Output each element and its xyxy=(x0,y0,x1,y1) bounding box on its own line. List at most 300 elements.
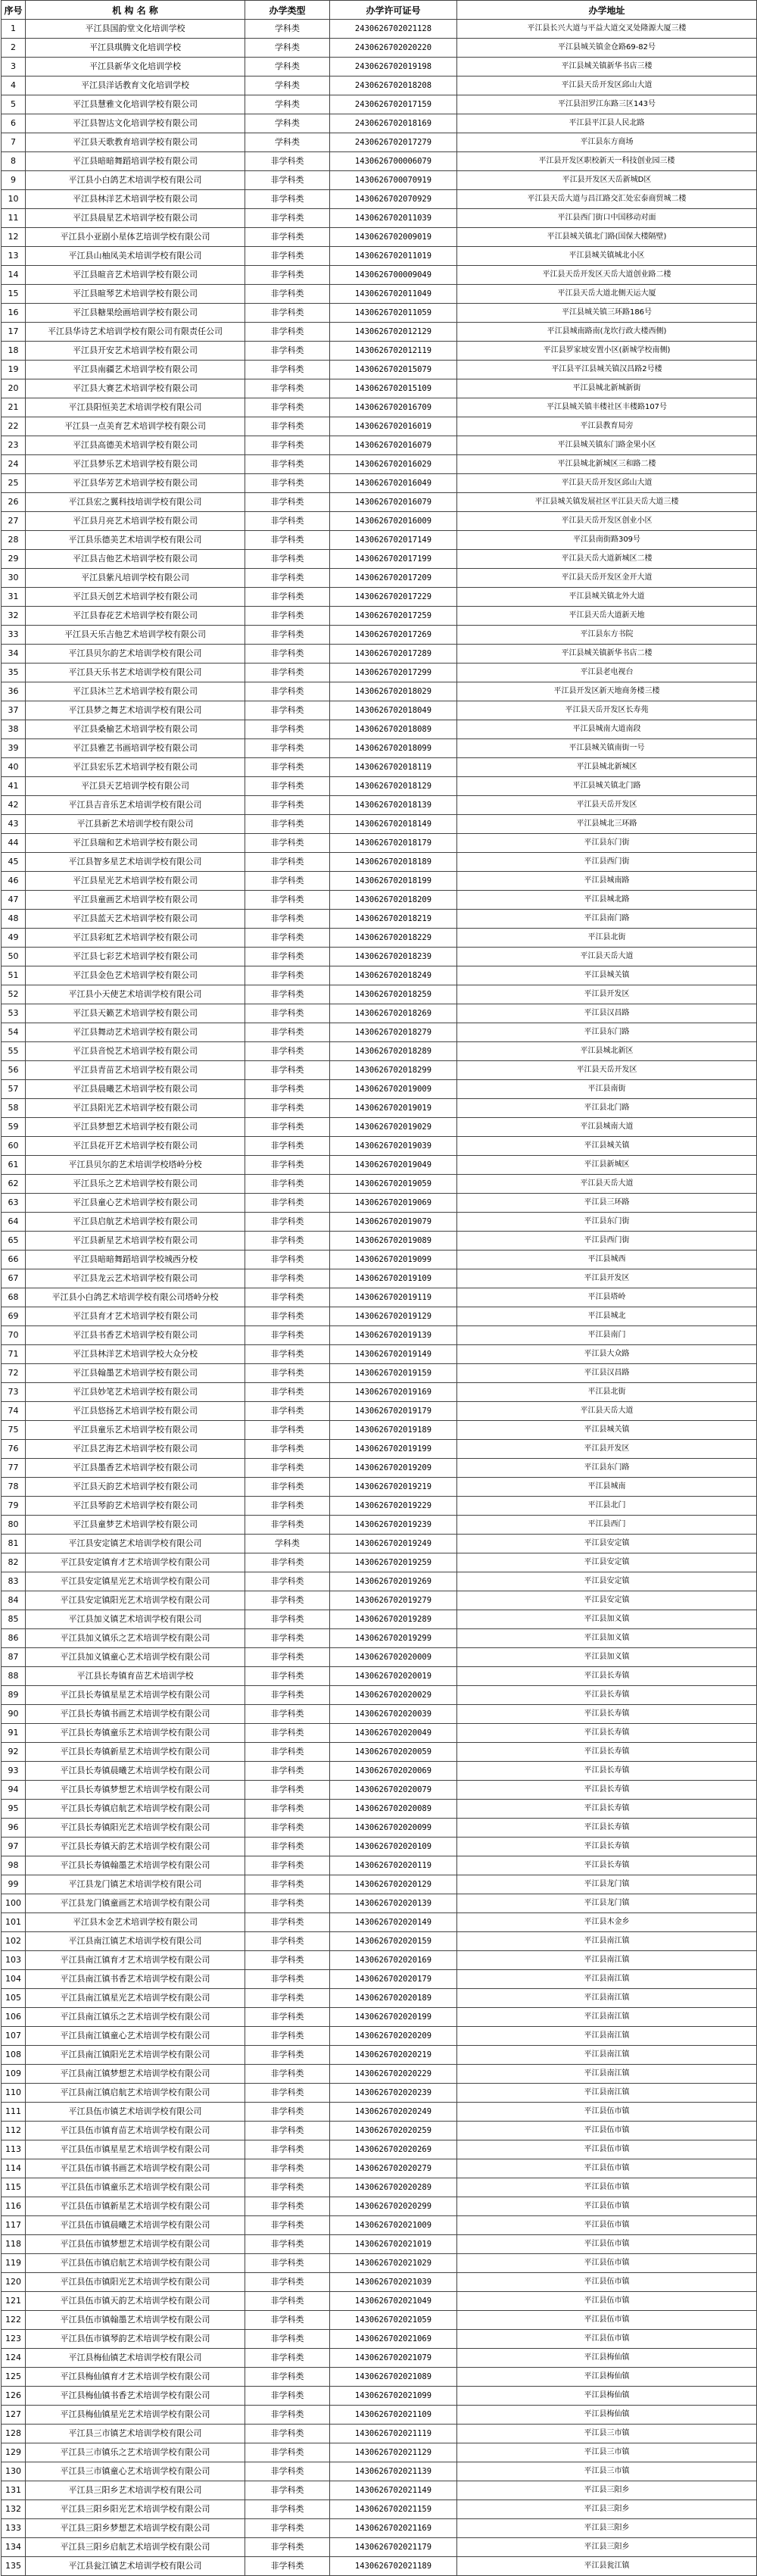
cell-license: 1430626702018289 xyxy=(330,1042,457,1061)
cell-type: 非学科类 xyxy=(245,1894,330,1913)
cell-type: 非学科类 xyxy=(245,436,330,455)
cell-seq: 38 xyxy=(2,720,26,739)
cell-license: 1430626702020229 xyxy=(330,2065,457,2084)
cell-address: 平江县开发区职校新天一科技创业园三楼 xyxy=(457,152,757,171)
cell-address: 平江县天岳开发区金开大道 xyxy=(457,569,757,588)
table-row xyxy=(2,1307,757,1326)
cell-address: 平江县长寿镇 xyxy=(457,1724,757,1743)
cell-seq: 116 xyxy=(2,2197,26,2216)
cell-address: 平江县梅仙镇 xyxy=(457,2387,757,2406)
cell-seq: 21 xyxy=(2,398,26,417)
table-row xyxy=(2,645,757,664)
cell-name: 平江县南江镇乐之艺术培训学校有限公司 xyxy=(26,2008,245,2027)
cell-address: 平江县城关镇北门路 xyxy=(457,777,757,796)
cell-seq: 128 xyxy=(2,2425,26,2443)
cell-name: 平江县伍市镇天韵艺术培训学校有限公司 xyxy=(26,2292,245,2311)
cell-address: 平江县城北新区 xyxy=(457,1042,757,1061)
cell-seq: 101 xyxy=(2,1913,26,1932)
cell-license: 1430626702016049 xyxy=(330,474,457,493)
cell-license: 1430626702020149 xyxy=(330,1913,457,1932)
cell-name: 平江县七彩艺术培训学校有限公司 xyxy=(26,948,245,966)
cell-type: 非学科类 xyxy=(245,1856,330,1875)
cell-license: 1430626702018299 xyxy=(330,1061,457,1080)
cell-seq: 121 xyxy=(2,2292,26,2311)
cell-type: 非学科类 xyxy=(245,2008,330,2027)
cell-license: 1430626702019009 xyxy=(330,1080,457,1099)
cell-type: 非学科类 xyxy=(245,1875,330,1894)
cell-type: 非学科类 xyxy=(245,2443,330,2462)
cell-name: 平江县梦之舞艺术培训学校有限公司 xyxy=(26,701,245,720)
table-row xyxy=(2,1875,757,1894)
cell-address: 平江县开发区 xyxy=(457,1440,757,1459)
table-row xyxy=(2,626,757,645)
cell-seq: 124 xyxy=(2,2349,26,2368)
cell-seq: 41 xyxy=(2,777,26,796)
cell-license: 1430626702021049 xyxy=(330,2292,457,2311)
cell-type: 非学科类 xyxy=(245,2330,330,2349)
cell-address: 平江县城北新城区 xyxy=(457,758,757,777)
cell-name: 平江县洋话教育文化培训学校 xyxy=(26,76,245,95)
cell-type: 非学科类 xyxy=(245,1932,330,1951)
cell-seq: 48 xyxy=(2,910,26,929)
cell-name: 平江县新艺术培训学校有限公司 xyxy=(26,815,245,834)
cell-name: 平江县天创艺术培训学校有限公司 xyxy=(26,588,245,607)
cell-name: 平江县暗暗舞蹈培训学校有限公司 xyxy=(26,152,245,171)
cell-type: 非学科类 xyxy=(245,379,330,398)
cell-seq: 43 xyxy=(2,815,26,834)
cell-seq: 36 xyxy=(2,682,26,701)
cell-address: 平江县长寿镇 xyxy=(457,1819,757,1838)
cell-address: 平江县长寿镇 xyxy=(457,1762,757,1781)
cell-name: 平江县宏之翼科技培训学校有限公司 xyxy=(26,493,245,512)
cell-type: 非学科类 xyxy=(245,455,330,474)
table-row xyxy=(2,2008,757,2027)
table-row xyxy=(2,361,757,379)
cell-name: 平江县华诗艺术培训学校有限公司有限责任公司 xyxy=(26,323,245,342)
cell-license: 2430626702017159 xyxy=(330,95,457,114)
cell-license: 1430626702017259 xyxy=(330,607,457,626)
cell-address: 平江县天岳大道新天地 xyxy=(457,607,757,626)
cell-type: 非学科类 xyxy=(245,1970,330,1989)
cell-type: 非学科类 xyxy=(245,626,330,645)
cell-license: 1430626702020269 xyxy=(330,2140,457,2159)
cell-name: 平江县雅艺书画培训学校有限公司 xyxy=(26,739,245,758)
cell-type: 学科类 xyxy=(245,58,330,76)
cell-type: 非学科类 xyxy=(245,2311,330,2330)
cell-address: 平江县天岳大道 xyxy=(457,1175,757,1194)
cell-address: 平江县平江县城关镇汉昌路2号楼 xyxy=(457,361,757,379)
table-row xyxy=(2,1932,757,1951)
cell-license: 1430626702019039 xyxy=(330,1137,457,1156)
cell-address: 平江县伍市镇 xyxy=(457,2122,757,2140)
cell-type: 非学科类 xyxy=(245,2481,330,2500)
cell-license: 1430626702020039 xyxy=(330,1705,457,1724)
cell-seq: 52 xyxy=(2,985,26,1004)
cell-type: 学科类 xyxy=(245,133,330,152)
cell-name: 平江县一点美育艺术培训学校有限公司 xyxy=(26,417,245,436)
cell-license: 1430626702019229 xyxy=(330,1497,457,1516)
cell-name: 平江县三市镇艺术培训学校有限公司 xyxy=(26,2425,245,2443)
cell-type: 非学科类 xyxy=(245,1288,330,1307)
cell-seq: 99 xyxy=(2,1875,26,1894)
cell-seq: 104 xyxy=(2,1970,26,1989)
table-row xyxy=(2,304,757,323)
cell-type: 非学科类 xyxy=(245,985,330,1004)
cell-address: 平江县伍市镇 xyxy=(457,2330,757,2349)
cell-license: 1430626702019079 xyxy=(330,1213,457,1232)
cell-address: 平江县天岳大道与昌江路交汇处宏泰商贸城二楼 xyxy=(457,190,757,209)
table-row xyxy=(2,1288,757,1307)
cell-license: 1430626702021189 xyxy=(330,2557,457,2576)
cell-name: 平江县童梦艺术培训学校有限公司 xyxy=(26,1516,245,1535)
cell-license: 1430626702020199 xyxy=(330,2008,457,2027)
cell-seq: 15 xyxy=(2,285,26,304)
cell-name: 平江县晨星艺术培训学校有限公司 xyxy=(26,209,245,228)
cell-address: 平江县城北 xyxy=(457,1307,757,1326)
cell-license: 1430626702016009 xyxy=(330,512,457,531)
cell-address: 平江县东门路 xyxy=(457,1023,757,1042)
cell-type: 非学科类 xyxy=(245,1838,330,1856)
cell-license: 1430626702019109 xyxy=(330,1269,457,1288)
table-row xyxy=(2,2122,757,2140)
cell-address: 平江县北门路 xyxy=(457,1099,757,1118)
cell-name: 平江县月亮艺术培训学校有限公司 xyxy=(26,512,245,531)
table-row xyxy=(2,2311,757,2330)
table-row xyxy=(2,209,757,228)
cell-type: 非学科类 xyxy=(245,1553,330,1572)
cell-seq: 94 xyxy=(2,1781,26,1800)
cell-name: 平江县开安艺术培训学校有限公司 xyxy=(26,342,245,361)
cell-name: 平江县花开艺术培训学校有限公司 xyxy=(26,1137,245,1156)
table-row xyxy=(2,247,757,266)
cell-seq: 68 xyxy=(2,1288,26,1307)
cell-type: 非学科类 xyxy=(245,645,330,664)
cell-license: 1430626702018179 xyxy=(330,834,457,853)
cell-address: 平江县汉昌路 xyxy=(457,1364,757,1383)
cell-type: 非学科类 xyxy=(245,1781,330,1800)
cell-license: 1430626702020259 xyxy=(330,2122,457,2140)
cell-license: 1430626702021169 xyxy=(330,2519,457,2538)
table-row xyxy=(2,948,757,966)
cell-seq: 107 xyxy=(2,2027,26,2046)
cell-name: 平江县育才艺术培训学校有限公司 xyxy=(26,1307,245,1326)
cell-name: 平江县沐兰艺术培训学校有限公司 xyxy=(26,682,245,701)
table-row xyxy=(2,1856,757,1875)
cell-address: 平江县天岳开发区邱山大道 xyxy=(457,76,757,95)
cell-address: 平江县伍市镇 xyxy=(457,2178,757,2197)
cell-address: 平江县天岳开发区邱山大道 xyxy=(457,474,757,493)
cell-name: 平江县新星艺术培训学校有限公司 xyxy=(26,1232,245,1251)
cell-name: 平江县三阳乡梦想艺术培训学校有限公司 xyxy=(26,2519,245,2538)
table-row xyxy=(2,1080,757,1099)
cell-name: 平江县伍市镇晨曦艺术培训学校有限公司 xyxy=(26,2216,245,2235)
cell-license: 1430626702018029 xyxy=(330,682,457,701)
cell-address: 平江县三市镇 xyxy=(457,2425,757,2443)
cell-seq: 20 xyxy=(2,379,26,398)
cell-address: 平江县长寿镇 xyxy=(457,1800,757,1819)
cell-seq: 76 xyxy=(2,1440,26,1459)
cell-seq: 71 xyxy=(2,1345,26,1364)
cell-name: 平江县林洋艺术培训学校大众分校 xyxy=(26,1345,245,1364)
cell-seq: 11 xyxy=(2,209,26,228)
cell-license: 1430626702018149 xyxy=(330,815,457,834)
table-row xyxy=(2,588,757,607)
cell-seq: 130 xyxy=(2,2462,26,2481)
cell-license: 2430626702018208 xyxy=(330,76,457,95)
table-row xyxy=(2,1099,757,1118)
cell-license: 1430626702019239 xyxy=(330,1516,457,1535)
table-row xyxy=(2,834,757,853)
cell-name: 平江县艺海艺术培训学校有限公司 xyxy=(26,1440,245,1459)
cell-seq: 73 xyxy=(2,1383,26,1402)
table-row xyxy=(2,607,757,626)
cell-seq: 63 xyxy=(2,1194,26,1213)
cell-address: 平江县东方书院 xyxy=(457,626,757,645)
cell-license: 1430626702020129 xyxy=(330,1875,457,1894)
cell-name: 平江县林洋艺术培训学校有限公司 xyxy=(26,190,245,209)
cell-license: 1430626702021139 xyxy=(330,2462,457,2481)
cell-name: 平江县安定镇艺术培训学校有限公司 xyxy=(26,1535,245,1553)
cell-type: 非学科类 xyxy=(245,1004,330,1023)
cell-address: 平江县长寿镇 xyxy=(457,1667,757,1686)
table-row xyxy=(2,2387,757,2406)
cell-seq: 58 xyxy=(2,1099,26,1118)
table-row xyxy=(2,1838,757,1856)
cell-name: 平江县贝尔韵艺术培训学校塔岭分校 xyxy=(26,1156,245,1175)
cell-name: 平江县妙笔艺术培训学校有限公司 xyxy=(26,1383,245,1402)
cell-type: 非学科类 xyxy=(245,1989,330,2008)
cell-name: 平江县蓝天艺术培训学校有限公司 xyxy=(26,910,245,929)
cell-name: 平江县暗暗舞蹈培训学校城西分校 xyxy=(26,1251,245,1269)
cell-address: 平江县龙门镇 xyxy=(457,1894,757,1913)
cell-name: 平江县小天使艺术培训学校有限公司 xyxy=(26,985,245,1004)
cell-address: 平江县南门路 xyxy=(457,910,757,929)
cell-license: 1430626702017289 xyxy=(330,645,457,664)
table-row xyxy=(2,1383,757,1402)
table-row xyxy=(2,1497,757,1516)
cell-license: 1430626702017229 xyxy=(330,588,457,607)
cell-name: 平江县安定镇阳光艺术培训学校有限公司 xyxy=(26,1591,245,1610)
cell-license: 1430626702020219 xyxy=(330,2046,457,2065)
cell-license: 1430626702020079 xyxy=(330,1781,457,1800)
cell-type: 非学科类 xyxy=(245,872,330,891)
cell-address: 平江县南江镇 xyxy=(457,1989,757,2008)
cell-type: 非学科类 xyxy=(245,682,330,701)
cell-name: 平江县龙云艺术培训学校有限公司 xyxy=(26,1269,245,1288)
cell-address: 平江县长兴大道与平益大道交叉处隆源大厦三楼 xyxy=(457,20,757,39)
cell-seq: 120 xyxy=(2,2273,26,2292)
table-row xyxy=(2,95,757,114)
cell-name: 平江县暄琴艺术培训学校有限公司 xyxy=(26,285,245,304)
cell-address: 平江县长寿镇 xyxy=(457,1781,757,1800)
cell-type: 非学科类 xyxy=(245,2140,330,2159)
cell-address: 平江县城关镇城北小区 xyxy=(457,247,757,266)
cell-type: 非学科类 xyxy=(245,853,330,872)
table-row xyxy=(2,1535,757,1553)
table-row xyxy=(2,682,757,701)
cell-seq: 86 xyxy=(2,1629,26,1648)
cell-seq: 27 xyxy=(2,512,26,531)
cell-license: 1430626702019219 xyxy=(330,1478,457,1497)
cell-address: 平江县城南路 xyxy=(457,872,757,891)
cell-license: 1430626702018099 xyxy=(330,739,457,758)
cell-address: 平江县城北新城区三和路二楼 xyxy=(457,455,757,474)
cell-address: 平江县城北路 xyxy=(457,891,757,910)
cell-name: 平江县小亚剧小星体艺培训学校有限公司 xyxy=(26,228,245,247)
cell-type: 非学科类 xyxy=(245,2235,330,2254)
cell-seq: 115 xyxy=(2,2178,26,2197)
cell-address: 平江县南江镇 xyxy=(457,1951,757,1970)
cell-address: 平江县天岳大道 xyxy=(457,948,757,966)
cell-type: 非学科类 xyxy=(245,152,330,171)
cell-seq: 39 xyxy=(2,739,26,758)
cell-type: 非学科类 xyxy=(245,304,330,323)
cell-license: 1430626702017199 xyxy=(330,550,457,569)
cell-type: 非学科类 xyxy=(245,1099,330,1118)
cell-name: 平江县琴韵艺术培训学校有限公司 xyxy=(26,1497,245,1516)
cell-seq: 7 xyxy=(2,133,26,152)
table-row xyxy=(2,796,757,815)
table-row xyxy=(2,1989,757,2008)
cell-name: 平江县伍市镇新星艺术培训学校有限公司 xyxy=(26,2197,245,2216)
cell-address: 平江县城关镇北门路(国保大楼隔壁) xyxy=(457,228,757,247)
cell-seq: 59 xyxy=(2,1118,26,1137)
cell-seq: 56 xyxy=(2,1061,26,1080)
cell-address: 平江县大众路 xyxy=(457,1345,757,1364)
cell-license: 1430626702016079 xyxy=(330,493,457,512)
cell-license: 1430626702019159 xyxy=(330,1364,457,1383)
cell-address: 平江县天岳开发区 xyxy=(457,796,757,815)
cell-type: 非学科类 xyxy=(245,2216,330,2235)
cell-license: 1430626702019279 xyxy=(330,1591,457,1610)
table-row xyxy=(2,1894,757,1913)
table-row xyxy=(2,436,757,455)
cell-seq: 66 xyxy=(2,1251,26,1269)
cell-type: 学科类 xyxy=(245,20,330,39)
cell-name: 平江县长寿镇梦想艺术培训学校有限公司 xyxy=(26,1781,245,1800)
cell-type: 非学科类 xyxy=(245,2273,330,2292)
table-row xyxy=(2,1421,757,1440)
cell-type: 非学科类 xyxy=(245,1800,330,1819)
cell-license: 1430626702021059 xyxy=(330,2311,457,2330)
table-row xyxy=(2,777,757,796)
table-row xyxy=(2,1364,757,1383)
cell-type: 非学科类 xyxy=(245,190,330,209)
cell-name: 平江县伍市镇艺术培训学校有限公司 xyxy=(26,2103,245,2122)
table-row xyxy=(2,1781,757,1800)
cell-name: 平江县天韵艺术培训学校有限公司 xyxy=(26,1478,245,1497)
cell-name: 平江县南江镇启航艺术培训学校有限公司 xyxy=(26,2084,245,2103)
cell-license: 1430626702020289 xyxy=(330,2178,457,2197)
table-row xyxy=(2,910,757,929)
table-row xyxy=(2,1629,757,1648)
cell-address: 平江县罗家坡安置小区(新城学校南侧) xyxy=(457,342,757,361)
cell-type: 非学科类 xyxy=(245,1307,330,1326)
table-row xyxy=(2,1251,757,1269)
cell-license: 2430626702019198 xyxy=(330,58,457,76)
cell-type: 非学科类 xyxy=(245,1724,330,1743)
cell-type: 非学科类 xyxy=(245,1762,330,1781)
cell-address: 平江县城关镇丰楼社区丰楼路107号 xyxy=(457,398,757,417)
cell-seq: 113 xyxy=(2,2140,26,2159)
cell-license: 1430626702019199 xyxy=(330,1440,457,1459)
cell-license: 1430626702020239 xyxy=(330,2084,457,2103)
table-row xyxy=(2,1913,757,1932)
table-row xyxy=(2,2159,757,2178)
cell-name: 平江县龙门镇艺术培训学校有限公司 xyxy=(26,1875,245,1894)
cell-type: 非学科类 xyxy=(245,1137,330,1156)
cell-address: 平江县新城区 xyxy=(457,1156,757,1175)
cell-type: 非学科类 xyxy=(245,1364,330,1383)
institution-table xyxy=(1,0,757,2576)
cell-name: 平江县书香艺术培训学校有限公司 xyxy=(26,1326,245,1345)
cell-name: 平江县天乐吉他艺术培训学校有限公司 xyxy=(26,626,245,645)
table-row xyxy=(2,550,757,569)
cell-address: 平江县天岳大道北侧天运大厦 xyxy=(457,285,757,304)
cell-name: 平江县启航艺术培训学校有限公司 xyxy=(26,1213,245,1232)
cell-type: 非学科类 xyxy=(245,1459,330,1478)
table-row xyxy=(2,342,757,361)
cell-type: 非学科类 xyxy=(245,266,330,285)
cell-license: 1430626702021099 xyxy=(330,2387,457,2406)
cell-address: 平江县西门街 xyxy=(457,1232,757,1251)
table-row xyxy=(2,1724,757,1743)
table-row xyxy=(2,1686,757,1705)
cell-type: 学科类 xyxy=(245,39,330,58)
cell-address: 平江县天岳大道 xyxy=(457,1402,757,1421)
cell-name: 平江县梅仙镇星光艺术培训学校有限公司 xyxy=(26,2406,245,2425)
cell-type: 非学科类 xyxy=(245,720,330,739)
cell-type: 非学科类 xyxy=(245,1175,330,1194)
cell-seq: 4 xyxy=(2,76,26,95)
cell-seq: 83 xyxy=(2,1572,26,1591)
cell-address: 平江县天岳开发区 xyxy=(457,1061,757,1080)
cell-type: 非学科类 xyxy=(245,1667,330,1686)
table-row xyxy=(2,1970,757,1989)
cell-seq: 17 xyxy=(2,323,26,342)
cell-seq: 26 xyxy=(2,493,26,512)
table-row xyxy=(2,1061,757,1080)
cell-name: 平江县三市镇乐之艺术培训学校有限公司 xyxy=(26,2443,245,2462)
table-row xyxy=(2,455,757,474)
cell-type: 非学科类 xyxy=(245,474,330,493)
cell-name: 平江县南疆艺术培训学校有限公司 xyxy=(26,361,245,379)
cell-address: 平江县城关镇南街一号 xyxy=(457,739,757,758)
cell-type: 非学科类 xyxy=(245,1326,330,1345)
table-row xyxy=(2,929,757,948)
cell-address: 平江县天岳大道新城区二楼 xyxy=(457,550,757,569)
cell-address: 平江县三阳乡 xyxy=(457,2481,757,2500)
column-header-address: 办学地址 xyxy=(457,1,757,20)
cell-license: 1430626702021079 xyxy=(330,2349,457,2368)
cell-type: 非学科类 xyxy=(245,1194,330,1213)
table-row xyxy=(2,2216,757,2235)
cell-type: 非学科类 xyxy=(245,2425,330,2443)
cell-name: 平江县南江镇梦想艺术培训学校有限公司 xyxy=(26,2065,245,2084)
cell-type: 非学科类 xyxy=(245,777,330,796)
table-row xyxy=(2,1648,757,1667)
cell-seq: 79 xyxy=(2,1497,26,1516)
cell-seq: 13 xyxy=(2,247,26,266)
cell-address: 平江县城北三环路 xyxy=(457,815,757,834)
cell-license: 1430626702016079 xyxy=(330,436,457,455)
table-row xyxy=(2,285,757,304)
cell-license: 1430626702019269 xyxy=(330,1572,457,1591)
cell-type: 非学科类 xyxy=(245,1156,330,1175)
cell-license: 1430626702020049 xyxy=(330,1724,457,1743)
cell-address: 平江县天岳开发区天岳大道创业路二楼 xyxy=(457,266,757,285)
table-row xyxy=(2,1137,757,1156)
